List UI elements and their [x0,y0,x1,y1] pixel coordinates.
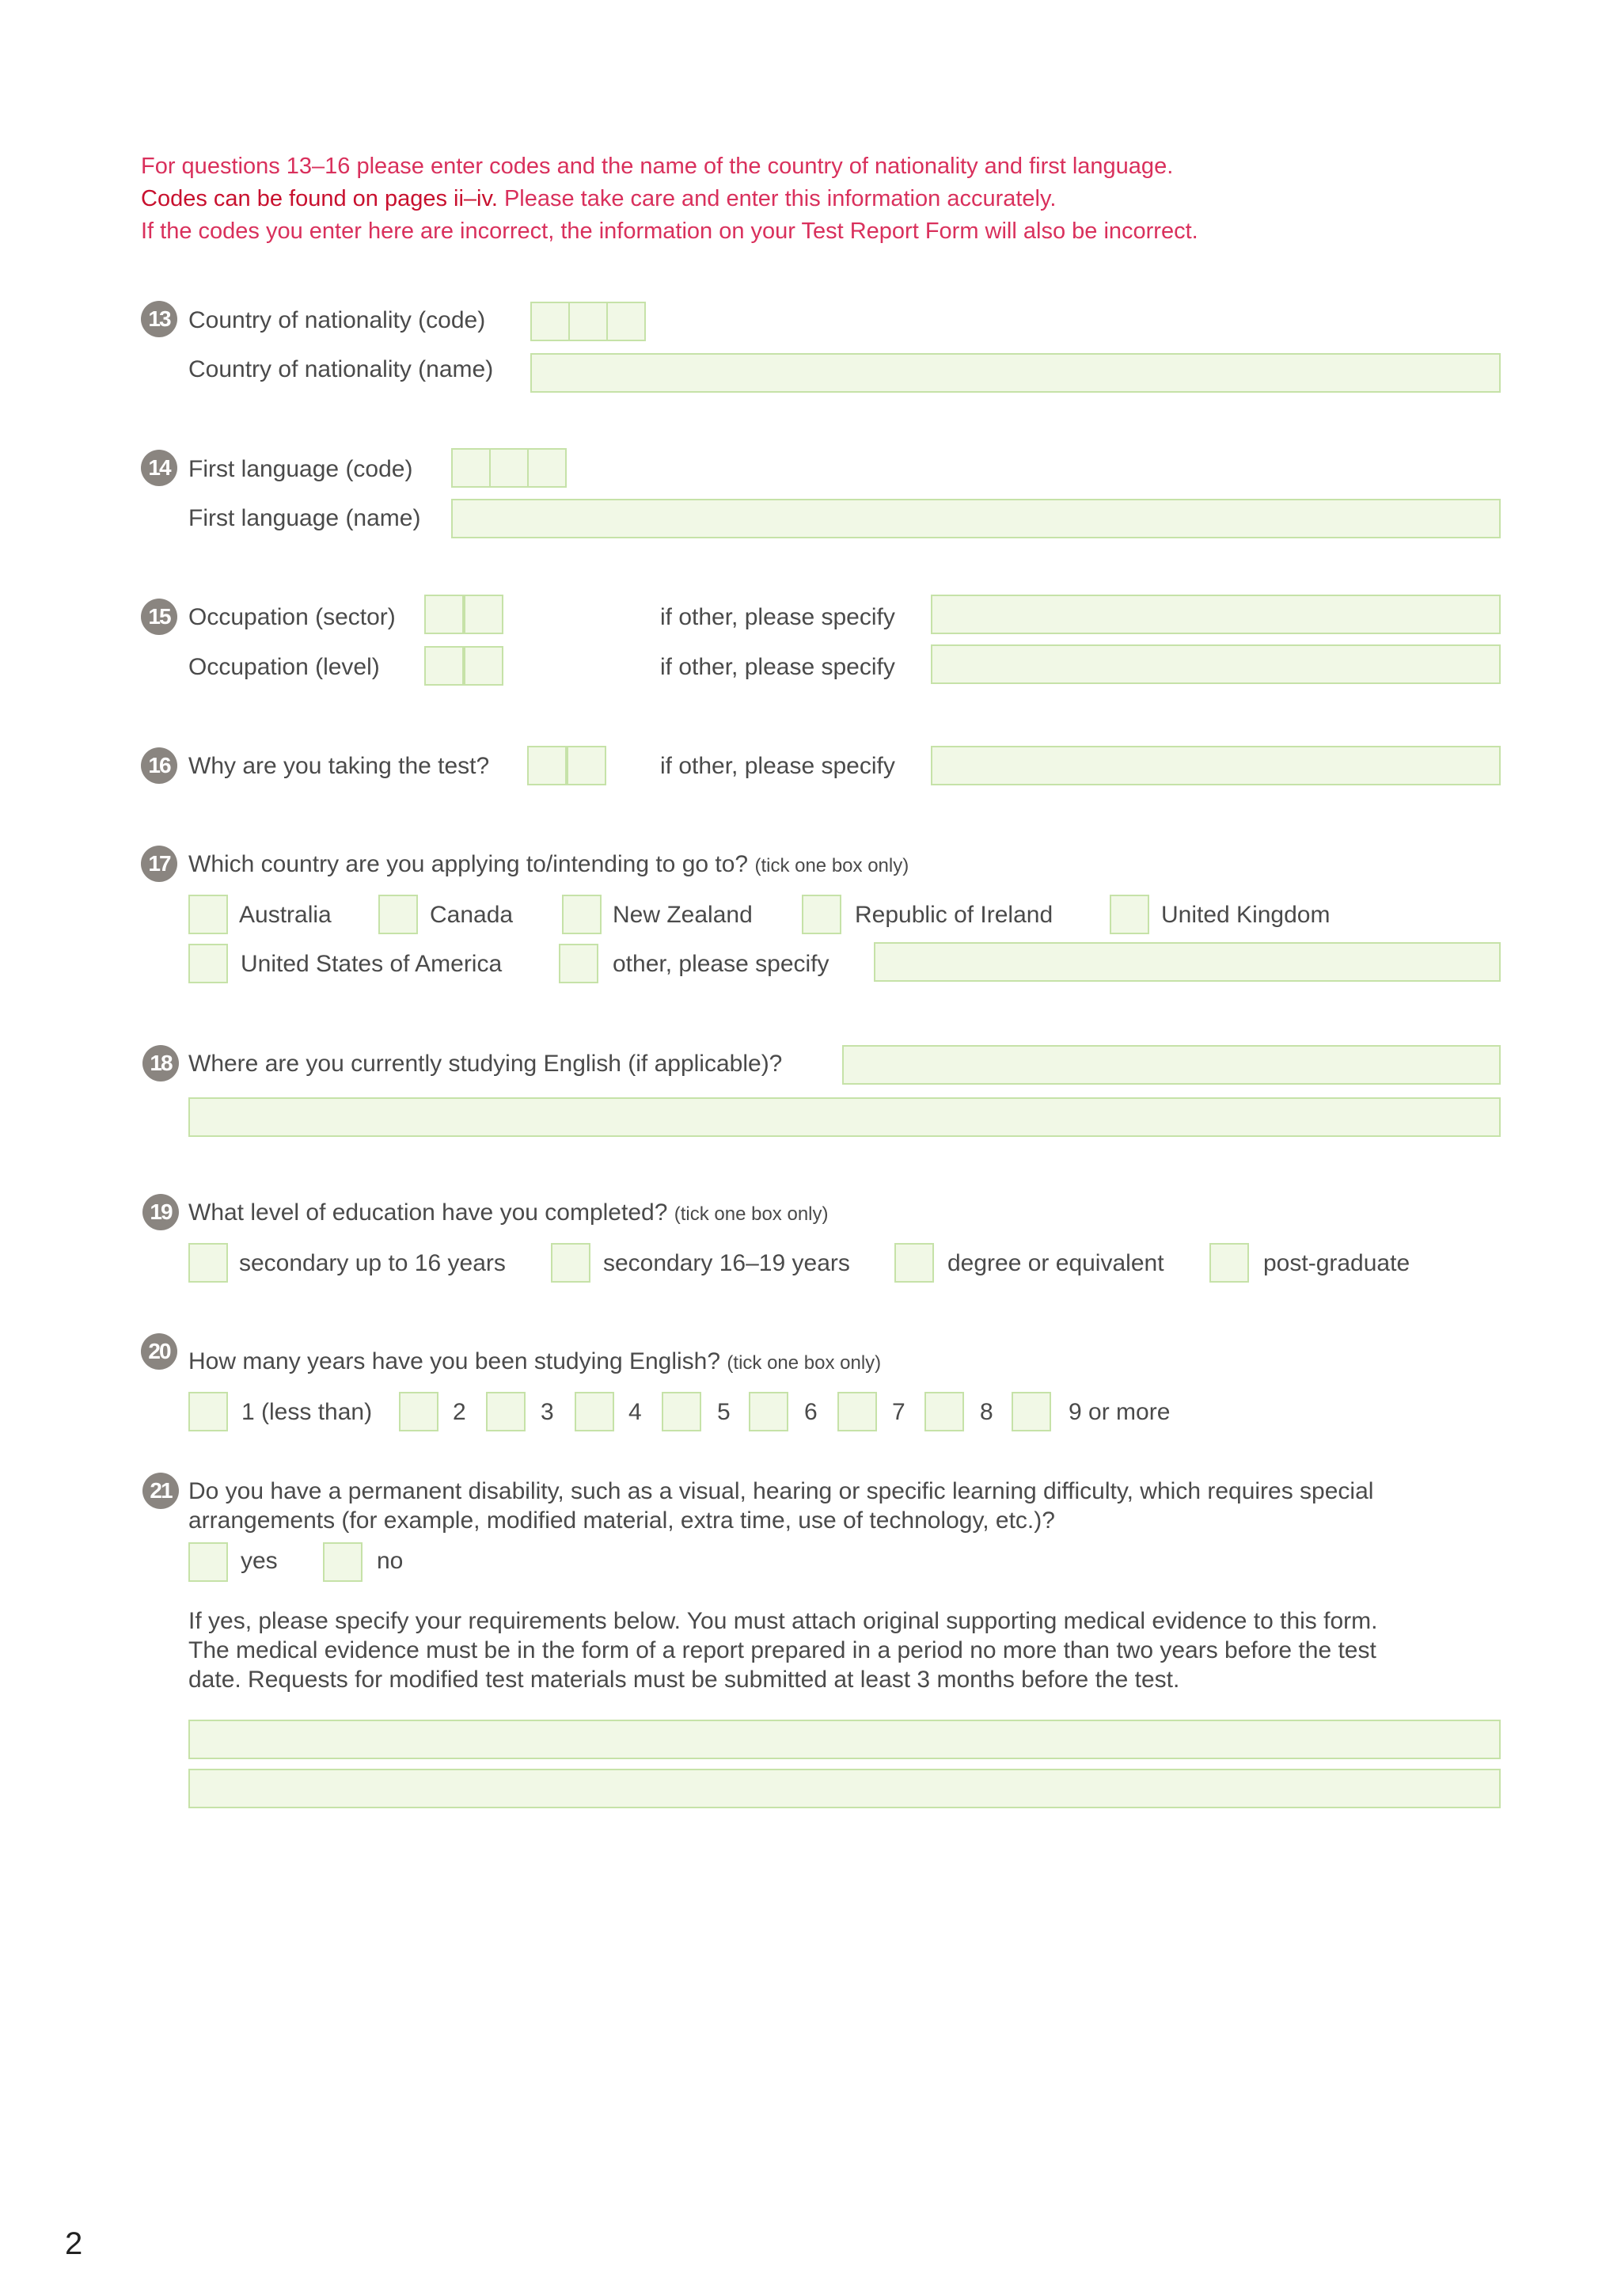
question-number-13: 13 [141,301,177,337]
occupation-sector-other-field[interactable] [931,595,1501,634]
option-years-1-label: 1 (less than) [241,1399,373,1425]
option-years-5-label: 5 [717,1399,731,1425]
occupation-sector-label: Occupation (sector) [188,604,396,630]
question-number-20: 20 [141,1333,177,1370]
option-united-kingdom-label: United Kingdom [1161,902,1331,928]
test-reason-other-field[interactable] [931,746,1501,785]
option-united-states-label: United States of America [241,951,503,977]
disability-note-line-1: If yes, please specify your requirements below. You must attach original supporting medical evidence to this form. [188,1608,1378,1634]
checkbox-new-zealand[interactable] [562,895,602,934]
other-country-field[interactable] [874,942,1501,982]
years-studying-question [188,1348,881,1378]
checkbox-united-kingdom[interactable] [1110,895,1149,934]
checkbox-disability-no[interactable] [323,1542,363,1582]
first-language-code-digit-1[interactable] [451,448,491,488]
checkbox-years-8[interactable] [924,1392,964,1431]
checkbox-disability-yes[interactable] [188,1542,228,1582]
disability-requirements-field-2[interactable] [188,1769,1501,1808]
question-number-19: 19 [142,1194,179,1230]
checkbox-other-country[interactable] [559,944,598,983]
option-australia-label: Australia [239,902,332,928]
question-number-21: 21 [142,1473,179,1509]
checkbox-years-3[interactable] [486,1392,526,1431]
page-number: 2 [65,2226,83,2261]
nationality-code-digit-2[interactable] [568,302,608,341]
option-years-7-label: 7 [892,1399,905,1425]
intro-line-1: For questions 13–16 please enter codes and the name of the country of nationality and first language. [141,154,1174,179]
option-canada-label: Canada [430,902,514,928]
occupation-sector-digit-1[interactable] [424,595,464,634]
disability-note-line-2: The medical evidence must be in the form of a report prepared in a period no more than two years before the test [188,1637,1376,1663]
first-language-code-label: First language (code) [188,456,413,482]
occupation-level-label: Occupation (level) [188,654,380,680]
occupation-level-other-label: if other, please specify [660,654,895,680]
question-number-16: 16 [141,747,177,784]
option-yes-label: yes [241,1548,278,1574]
option-years-2-label: 2 [453,1399,466,1425]
checkbox-years-2[interactable] [399,1392,438,1431]
option-no-label: no [377,1548,404,1574]
first-language-code-digit-3[interactable] [527,448,567,488]
occupation-sector-other-label: if other, please specify [660,604,895,630]
education-level-question [188,1199,829,1229]
years-studying-hint: (tick one box only) [727,1352,882,1374]
question-number-17: 17 [141,846,177,882]
checkbox-years-5[interactable] [662,1392,701,1431]
disability-requirements-field-1[interactable] [188,1720,1501,1759]
studying-location-field-1[interactable] [842,1045,1501,1085]
occupation-level-other-field[interactable] [931,644,1501,684]
checkbox-degree[interactable] [894,1243,934,1283]
nationality-name-label: Country of nationality (name) [188,356,494,382]
test-reason-digit-2[interactable] [567,746,606,785]
years-studying-label: How many years have you been studying English? [188,1348,721,1374]
education-level-hint: (tick one box only) [674,1203,829,1225]
intro-line-2 [141,184,1056,213]
intro-pages-ref: Codes can be found on pages ii–iv. [141,186,498,211]
studying-location-label: Where are you currently studying English (if applicable)? [188,1051,783,1077]
studying-location-field-2[interactable] [188,1097,1501,1137]
intro-care-note: Please take care and enter this information accurately. [497,186,1057,211]
checkbox-australia[interactable] [188,895,228,934]
option-degree-label: degree or equivalent [947,1250,1164,1276]
checkbox-united-states[interactable] [188,944,228,983]
nationality-name-field[interactable] [530,353,1501,393]
disability-question-line-1: Do you have a permanent disability, such as a visual, hearing or specific learning difficulty, which requires special [188,1478,1374,1504]
occupation-level-digit-2[interactable] [464,646,503,686]
occupation-sector-digit-2[interactable] [464,595,503,634]
option-years-9-plus-label: 9 or more [1069,1399,1171,1425]
option-secondary-16-19-label: secondary 16–19 years [603,1250,850,1276]
question-number-15: 15 [141,599,177,635]
education-level-label: What level of education have you completed? [188,1199,668,1226]
checkbox-years-6[interactable] [749,1392,788,1431]
destination-country-hint: (tick one box only) [754,855,909,876]
nationality-code-digit-1[interactable] [530,302,570,341]
option-years-8-label: 8 [980,1399,993,1425]
checkbox-years-7[interactable] [837,1392,877,1431]
checkbox-years-9-plus[interactable] [1012,1392,1051,1431]
option-secondary-16-label: secondary up to 16 years [239,1250,506,1276]
test-reason-digit-1[interactable] [527,746,567,785]
disability-note-line-3: date. Requests for modified test materials must be submitted at least 3 months before the test. [188,1667,1180,1693]
checkbox-canada[interactable] [378,895,418,934]
checkbox-post-graduate[interactable] [1209,1243,1249,1283]
question-number-18: 18 [142,1045,179,1081]
option-other-country-label: other, please specify [613,951,829,977]
option-post-graduate-label: post-graduate [1263,1250,1410,1276]
option-years-4-label: 4 [628,1399,642,1425]
checkbox-years-1[interactable] [188,1392,228,1431]
option-years-6-label: 6 [804,1399,818,1425]
checkbox-republic-of-ireland[interactable] [802,895,841,934]
disability-question-line-2: arrangements (for example, modified material, extra time, use of technology, etc.)? [188,1507,1055,1534]
test-reason-other-label: if other, please specify [660,753,895,779]
option-new-zealand-label: New Zealand [613,902,753,928]
destination-country-label: Which country are you applying to/intending to go to? [188,851,749,877]
destination-country-question [188,850,909,880]
checkbox-secondary-16-19[interactable] [551,1243,590,1283]
first-language-code-digit-2[interactable] [489,448,529,488]
option-years-3-label: 3 [541,1399,554,1425]
nationality-code-label: Country of nationality (code) [188,307,486,333]
first-language-name-field[interactable] [451,499,1501,538]
checkbox-secondary-16[interactable] [188,1243,228,1283]
first-language-name-label: First language (name) [188,505,421,531]
checkbox-years-4[interactable] [575,1392,614,1431]
test-reason-label: Why are you taking the test? [188,753,490,779]
question-number-14: 14 [141,450,177,486]
option-republic-of-ireland-label: Republic of Ireland [855,902,1053,928]
intro-line-3: If the codes you enter here are incorrect, the information on your Test Report Form will also be incorrect. [141,219,1198,244]
occupation-level-digit-1[interactable] [424,646,464,686]
nationality-code-digit-3[interactable] [606,302,646,341]
